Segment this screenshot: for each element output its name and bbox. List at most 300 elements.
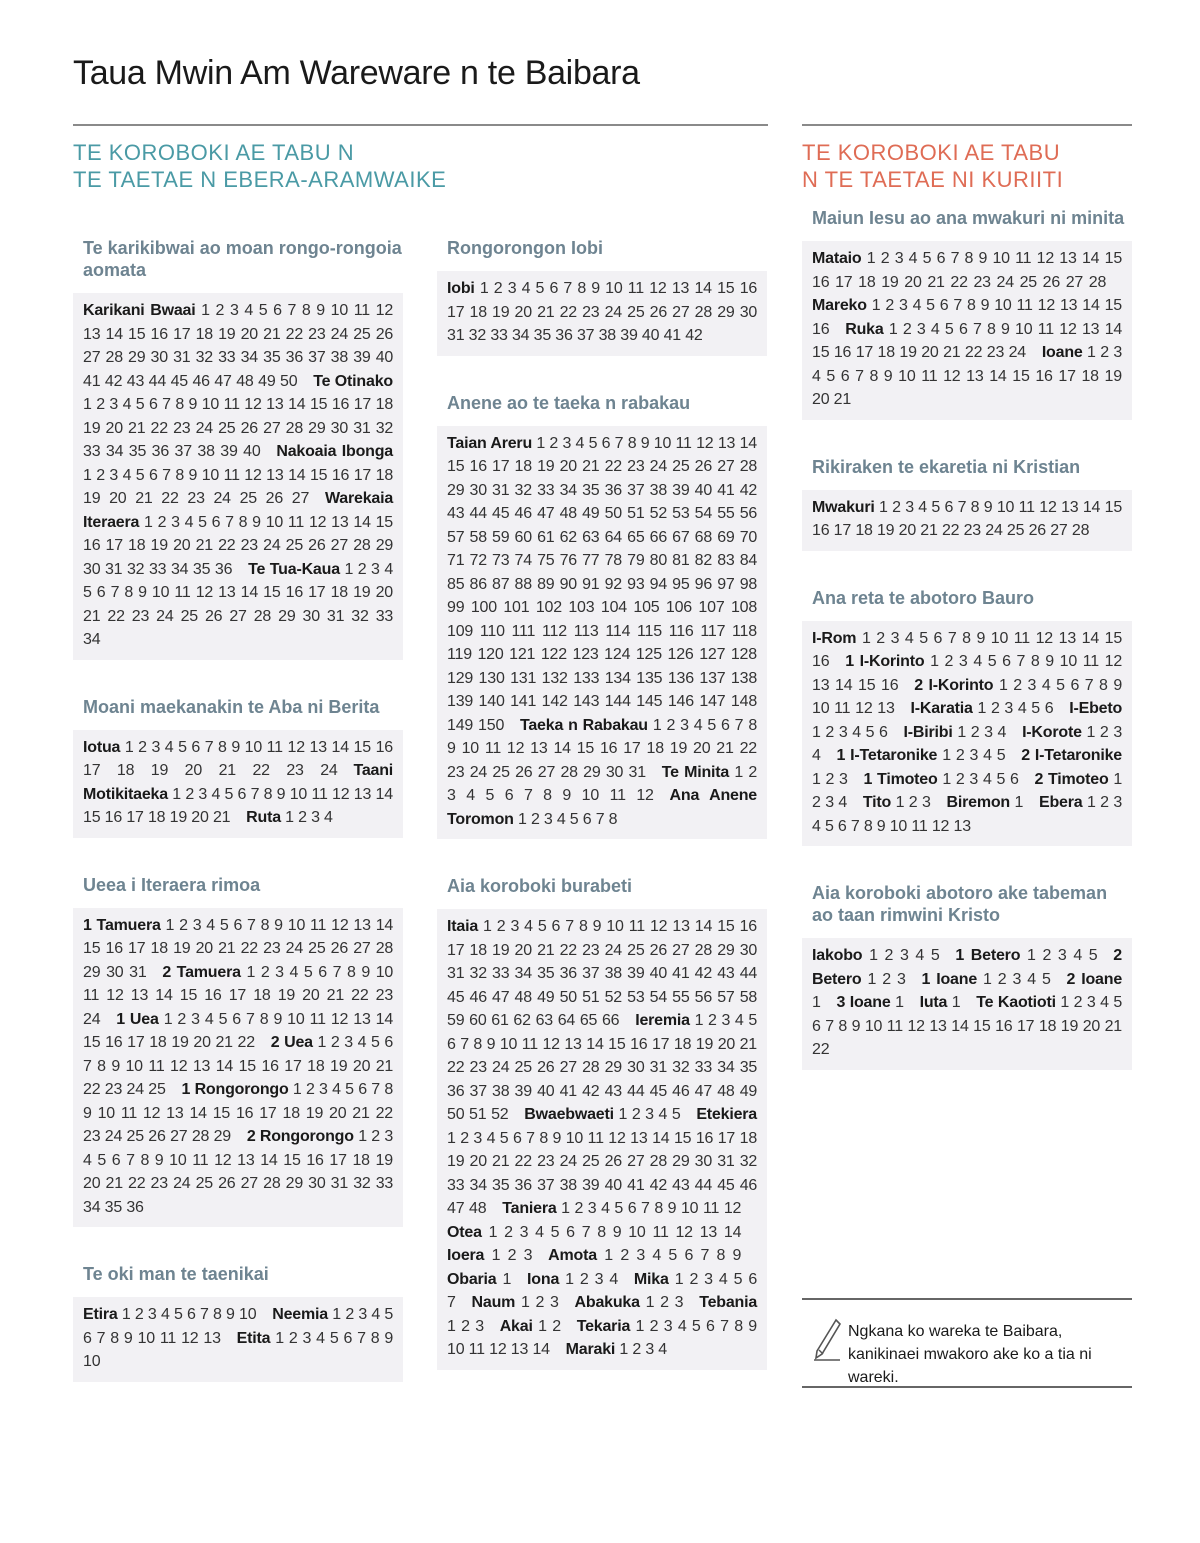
chapter-number: 6 <box>939 297 949 314</box>
chapter-number: 11 <box>468 1341 485 1358</box>
chapter-number: 28 <box>353 537 371 554</box>
chapter-number: 10 <box>244 738 263 756</box>
chapter-number: 83 <box>717 552 735 569</box>
chapter-number: 12 <box>855 700 873 717</box>
chapter-number: 17 <box>259 1104 277 1122</box>
chapter-number: 19 <box>173 940 191 957</box>
chapter-number: 5 <box>919 629 928 647</box>
chapter-number: 36 <box>285 349 304 366</box>
chapter-number: 98 <box>739 575 758 593</box>
chapter-number: 12 <box>106 987 124 1004</box>
chapter-number: 3 <box>384 1128 394 1145</box>
chapter-number: 16 <box>469 458 487 475</box>
book-name: Itaia <box>447 918 479 935</box>
chapter-number: 21 <box>492 1153 510 1170</box>
chapter-number: 1 <box>861 629 871 647</box>
chapter-number: 7 <box>850 817 860 835</box>
chapter-number: 52 <box>649 505 668 522</box>
chapter-number: 24 <box>173 1175 191 1192</box>
chapter-number: 22 <box>161 490 179 507</box>
chapter-number: 2 <box>345 1306 355 1323</box>
chapter-number: 15 <box>283 1151 301 1169</box>
chapter-number: 1 <box>488 1223 498 1241</box>
chapter-number: 17 <box>284 1057 302 1075</box>
chapter-number: 7 <box>1084 676 1094 694</box>
chapter-number: 9 <box>883 367 893 385</box>
chapter-box <box>802 490 1132 551</box>
chapter-number: 3 <box>1113 344 1123 361</box>
chapter-number: 19 <box>492 941 510 959</box>
chapter-number: 35 <box>192 560 211 578</box>
chapter-number: 2 <box>134 1306 144 1323</box>
chapter-number: 51 <box>627 505 645 522</box>
chapter-number: 130 <box>478 669 505 687</box>
chapter-number: 4 <box>1073 947 1083 964</box>
reading-section <box>73 696 403 838</box>
chapter-number: 3 <box>969 770 979 788</box>
chapter-number: 23 <box>286 762 304 779</box>
chapter-number: 30 <box>627 1059 645 1076</box>
chapter-number: 94 <box>649 575 668 593</box>
chapter-number: 12 <box>649 918 668 935</box>
chapter-number: 66 <box>601 1012 620 1029</box>
chapter-number: 12 <box>244 466 262 484</box>
chapter-number: 48 <box>469 1200 487 1217</box>
chapter-number: 64 <box>604 528 623 546</box>
chapter-number: 4 <box>812 817 821 835</box>
chapter-number: 7 <box>246 1010 255 1028</box>
chapter-number: 5 <box>345 1081 354 1098</box>
chapter-box <box>73 1297 403 1382</box>
chapter-number: 17 <box>855 344 874 361</box>
chapter-number: 20 <box>191 809 209 826</box>
chapter-number: 2 <box>970 723 980 741</box>
chapter-number: 1 <box>275 1329 284 1347</box>
chapter-number: 124 <box>604 646 631 663</box>
chapter-number: 21 <box>128 419 146 437</box>
chapter-number: 22 <box>351 987 369 1004</box>
chapter-number: 8 <box>716 1247 726 1264</box>
chapter-number: 17 <box>1058 367 1076 385</box>
chapter-number: 13 <box>630 1129 648 1147</box>
chapter-number: 15 <box>309 396 328 413</box>
chapter-number: 11 <box>159 1329 177 1347</box>
chapter-number: 15 <box>263 584 281 601</box>
chapter-number: 14 <box>189 1104 207 1122</box>
chapter-number: 103 <box>568 599 595 616</box>
chapter-number: 14 <box>1082 498 1101 516</box>
chapter-number: 15 <box>812 344 830 361</box>
chapter-number: 1 <box>561 1200 570 1217</box>
chapter-number: 61 <box>537 528 555 546</box>
chapter-number: 19 <box>881 273 899 291</box>
chapter-number: 12 <box>542 1035 560 1053</box>
chapter-number: 29 <box>83 963 101 981</box>
chapter-number: 2 <box>215 302 225 319</box>
chapter-number: 2 <box>666 716 676 734</box>
chapter-number: 17 <box>329 1151 347 1169</box>
chapter-number: 3 <box>1057 947 1067 964</box>
chapter-number: 20 <box>195 940 213 957</box>
chapter-number: 17 <box>128 940 146 957</box>
chapter-number: 36 <box>514 1176 532 1194</box>
book-name: Obaria <box>447 1270 497 1288</box>
chapter-number: 46 <box>739 1176 758 1194</box>
chapter-number: 11 <box>311 785 328 803</box>
chapter-number: 9 <box>980 297 990 314</box>
chapter-number: 24 <box>330 325 349 343</box>
chapter-number: 43 <box>126 372 145 390</box>
book-name: I-Rom <box>812 629 857 647</box>
chapter-number: 4 <box>677 1317 687 1335</box>
chapter-number: 1 <box>951 994 961 1011</box>
chapter-number: 37 <box>537 1176 555 1194</box>
chapter-number: 20 <box>302 987 320 1004</box>
chapter-number: 32 <box>353 1175 371 1192</box>
chapter-number: 23 <box>308 325 326 343</box>
chapter-number: 12 <box>931 817 950 835</box>
chapter-number: 20 <box>514 941 532 959</box>
chapter-number: 118 <box>732 622 757 640</box>
chapter-number: 4 <box>1100 994 1109 1011</box>
reading-section <box>437 875 767 1370</box>
chapter-number: 5 <box>371 1034 380 1051</box>
chapter-number: 4 <box>918 498 927 516</box>
chapter-number: 21 <box>537 303 555 321</box>
chapter-number: 1 <box>869 947 878 964</box>
chapter-number: 32 <box>375 419 394 437</box>
chapter-number: 1 <box>502 1270 512 1288</box>
chapter-number: 7 <box>595 810 605 828</box>
chapter-number: 33 <box>447 1176 465 1194</box>
chapter-number: 28 <box>253 607 272 625</box>
chapter-number: 25 <box>627 303 645 321</box>
chapter-number: 19 <box>1060 1017 1079 1035</box>
chapter-box <box>73 730 403 838</box>
chapter-number: 148 <box>730 693 758 710</box>
chapter-number: 78 <box>604 552 623 569</box>
chapter-number: 26 <box>265 490 284 507</box>
chapter-number: 19 <box>171 1034 189 1051</box>
chapter-number: 7 <box>720 1317 729 1335</box>
chapter-number: 25 <box>353 325 371 343</box>
chapter-number: 50 <box>280 372 298 390</box>
chapter-number: 33 <box>492 965 510 982</box>
chapter-number: 12 <box>1035 629 1054 647</box>
chapter-number: 2 <box>944 653 954 670</box>
chapter-number: 125 <box>635 646 662 663</box>
chapter-number: 20 <box>105 419 123 437</box>
chapter-number: 30 <box>308 1175 326 1192</box>
chapter-number: 6 <box>582 810 592 828</box>
chapter-number: 31 <box>492 481 510 499</box>
chapter-number: 17 <box>833 522 852 539</box>
chapter-number: 24 <box>156 607 174 625</box>
chapter-number: 3 <box>921 794 931 811</box>
chapter-number: 3 <box>562 434 572 452</box>
chapter-number: 23 <box>173 419 191 437</box>
book-name: 2 Uea <box>270 1034 313 1051</box>
chapter-number: 47 <box>492 988 510 1006</box>
chapter-number: 2 <box>496 918 506 935</box>
chapter-number: 6 <box>237 785 247 803</box>
chapter-number: 8 <box>654 1200 664 1217</box>
chapter-number: 9 <box>552 1129 562 1147</box>
chapter-number: 9 <box>123 1329 133 1347</box>
chapter-box <box>437 426 767 840</box>
chapter-number: 2 <box>708 1012 717 1029</box>
chapter-number: 14 <box>288 396 306 413</box>
chapter-number: 36 <box>151 443 170 460</box>
chapter-number: 50 <box>447 1106 465 1123</box>
chapter-number: 149 <box>447 716 474 734</box>
chapter-number: 21 <box>739 1035 757 1053</box>
chapter-number: 12 <box>1036 250 1055 267</box>
chapter-number: 14 <box>694 918 713 935</box>
chapter-number: 21 <box>215 1034 233 1051</box>
chapter-number: 27 <box>537 763 556 781</box>
book-name: I-Ebeto <box>1069 700 1123 717</box>
chapter-number: 2 <box>177 1010 187 1028</box>
chapter-number: 31 <box>326 607 345 625</box>
chapter-number: 12 <box>943 367 961 385</box>
chapter-number: 122 <box>540 646 567 663</box>
chapter-number: 13 <box>237 1151 255 1169</box>
chapter-number: 8 <box>110 1329 119 1347</box>
chapter-number: 26 <box>537 1059 555 1076</box>
chapter-number: 27 <box>330 537 349 554</box>
chapter-number: 2 <box>885 297 895 314</box>
chapter-number: 8 <box>213 1306 222 1323</box>
heading-line: TE KOROBOKI AE TABU N <box>73 140 355 165</box>
chapter-number: 13 <box>130 987 149 1004</box>
chapter-number: 2 <box>157 513 167 531</box>
chapter-number: 45 <box>717 1176 735 1194</box>
chapter-number: 8 <box>962 629 971 647</box>
book-name: 2 Ioane <box>1066 970 1123 988</box>
chapter-number: 127 <box>699 646 726 663</box>
chapter-number: 3 <box>899 947 909 964</box>
chapter-number: 6 <box>1002 653 1011 670</box>
chapter-number: 4 <box>693 716 703 734</box>
chapter-number: 16 <box>375 738 393 756</box>
chapter-number: 1 <box>124 738 134 756</box>
chapter-number: 1 <box>536 434 546 452</box>
chapter-number: 6 <box>233 916 243 934</box>
chapter-number: 7 <box>614 434 624 452</box>
chapter-number: 19 <box>83 490 101 507</box>
chapter-number: 37 <box>308 349 326 366</box>
chapter-number: 131 <box>510 669 537 687</box>
chapter-number: 32 <box>468 327 487 344</box>
chapter-number: 60 <box>469 1012 487 1029</box>
chapter-number: 1 <box>645 1294 655 1311</box>
chapter-number: 11 <box>911 817 928 835</box>
chapter-number: 18 <box>128 537 146 554</box>
chapter-number: 134 <box>604 669 631 687</box>
chapter-number: 93 <box>627 575 645 593</box>
chapter-number: 6 <box>958 320 968 338</box>
chapter-number: 6 <box>447 1035 456 1053</box>
chapter-number: 21 <box>212 809 231 826</box>
chapter-number: 1 <box>1027 947 1036 964</box>
chapter-number: 5 <box>1056 676 1065 694</box>
chapter-number: 19 <box>876 522 895 539</box>
chapter-number: 17 <box>353 396 372 413</box>
chapter-number: 13 <box>717 434 736 452</box>
chapter-number: 10 <box>375 963 394 981</box>
chapter-number: 24 <box>985 522 1003 539</box>
chapter-number: 26 <box>649 941 668 959</box>
book-name: 3 Ioane <box>836 994 891 1011</box>
chapter-number: 28 <box>649 1153 668 1170</box>
chapter-number: 10 <box>447 1341 465 1358</box>
chapter-number: 76 <box>559 552 577 569</box>
chapter-number: 40 <box>604 1176 623 1194</box>
chapter-number: 11 <box>223 466 240 484</box>
chapter-number: 29 <box>128 349 146 366</box>
chapter-number: 11 <box>148 1057 165 1075</box>
chapter-number: 7 <box>526 1129 535 1147</box>
section-title: Rikiraken te ekaretia ni Kristian <box>812 456 1081 477</box>
chapter-number: 2 <box>812 794 821 811</box>
chapter-number: 9 <box>1000 320 1010 338</box>
chapter-number: 1 <box>172 785 181 803</box>
chapter-number: 141 <box>510 693 537 710</box>
section-title: Anene ao te taeka n rabakau <box>447 392 691 413</box>
chapter-number: 27 <box>170 1128 188 1145</box>
book-name: Iona <box>527 1270 560 1288</box>
chapter-number: 33 <box>218 349 236 366</box>
chapter-number: 10 <box>1015 320 1033 338</box>
chapter-number: 146 <box>667 693 694 710</box>
chapter-number: 1 <box>930 653 939 670</box>
chapter-number: 1 <box>538 1317 547 1335</box>
book-name: Biremon <box>946 794 1010 811</box>
chapter-number: 9 <box>1113 676 1123 694</box>
chapter-number: 3 <box>894 250 904 267</box>
chapter-number: 39 <box>582 1176 600 1194</box>
chapter-number: 16 <box>261 1057 279 1075</box>
chapter-number: 16 <box>739 280 758 297</box>
chapter-number: 41 <box>663 327 681 344</box>
chapter-number: 58 <box>469 528 487 546</box>
chapter-number: 3 <box>969 747 979 764</box>
chapter-number: 19 <box>1104 367 1122 385</box>
chapter-number: 1 <box>888 320 898 338</box>
chapter-number: 22 <box>604 458 623 475</box>
chapter-number: 96 <box>694 575 713 593</box>
chapter-number: 3 <box>645 1106 654 1123</box>
chapter-number: 9 <box>732 1247 742 1264</box>
chapter-number: 26 <box>604 1153 623 1170</box>
chapter-number: 48 <box>514 988 532 1006</box>
book-name: Te Minita <box>661 763 730 781</box>
chapter-number: 22 <box>237 1034 255 1051</box>
book-name: I-Korote <box>1022 723 1082 741</box>
chapter-number: 8 <box>986 320 996 338</box>
book-name: Taniera <box>502 1200 557 1217</box>
chapter-number: 7 <box>287 302 297 319</box>
chapter-number: 54 <box>649 988 668 1006</box>
chapter-number: 16 <box>812 522 830 539</box>
chapter-number: 20 <box>469 1153 487 1170</box>
chapter-number: 28 <box>560 763 578 781</box>
chapter-number: 5 <box>826 367 836 385</box>
chapter-number: 27 <box>83 349 101 366</box>
chapter-number: 7 <box>225 513 234 531</box>
chapter-number: 20 <box>109 490 127 507</box>
book-name: Ana Anene Toromon <box>447 787 758 828</box>
chapter-number: 53 <box>627 988 645 1006</box>
chapter-number: 10 <box>499 1035 518 1053</box>
chapter-number: 68 <box>694 528 713 546</box>
chapter-number: 11 <box>120 1104 138 1122</box>
book-name: Mwakuri <box>812 498 875 516</box>
chapter-number: 8 <box>543 787 552 804</box>
chapter-number: 6 <box>936 250 946 267</box>
chapter-number: 22 <box>941 522 960 539</box>
chapter-number: 12 <box>142 1104 161 1122</box>
chapter-number: 4 <box>575 434 585 452</box>
chapter-number: 44 <box>694 1176 713 1194</box>
chapter-number: 11 <box>521 1035 538 1053</box>
chapter-number: 26 <box>218 1175 236 1192</box>
chapter-number: 27 <box>1050 522 1068 539</box>
chapter-number: 4 <box>1041 676 1051 694</box>
chapter-number: 42 <box>739 481 758 499</box>
chapter-number: 27 <box>353 940 371 957</box>
book-name: Tekaria <box>576 1317 631 1335</box>
chapter-number: 43 <box>672 1176 690 1194</box>
chapter-number: 5 <box>996 770 1006 788</box>
chapter-number: 1 <box>165 916 175 934</box>
chapter-number: 2 <box>649 1317 659 1335</box>
chapter-number: 19 <box>83 419 101 437</box>
chapter-number: 14 <box>375 916 394 934</box>
chapter-number: 13 <box>353 1010 371 1028</box>
chapter-number: 9 <box>447 740 456 757</box>
chapter-number: 14 <box>155 987 173 1004</box>
book-name: 1 I-Korinto <box>845 653 925 670</box>
chapter-number: 16 <box>881 676 899 694</box>
chapter-number: 33 <box>148 560 167 578</box>
chapter-number: 18 <box>877 344 895 361</box>
heading-line: TE KOROBOKI AE TABU <box>802 140 1061 165</box>
chapter-number: 22 <box>964 344 983 361</box>
chapter-number: 16 <box>739 918 758 935</box>
chapter-number: 2 <box>880 250 890 267</box>
chapter-number: 62 <box>559 528 577 546</box>
chapter-number: 4 <box>601 1200 610 1217</box>
chapter-number: 72 <box>469 552 487 569</box>
chapter-number: 21 <box>375 1057 394 1075</box>
chapter-number: 34 <box>83 631 101 648</box>
chapter-number: 4 <box>184 513 194 531</box>
chapter-number: 6 <box>148 396 158 413</box>
chapter-number: 21 <box>582 458 600 475</box>
chapter-number: 37 <box>174 443 192 460</box>
chapter-number: 2 <box>493 280 503 297</box>
chapter-number: 11 <box>675 434 692 452</box>
chapter-number: 51 <box>469 1106 487 1123</box>
chapter-number: 12 <box>636 787 654 804</box>
chapter-number: 16 <box>695 1129 714 1147</box>
chapter-number: 62 <box>513 1012 531 1029</box>
chapter-number: 5 <box>569 810 579 828</box>
chapter-number: 5 <box>537 918 547 935</box>
old-testament-column-1 <box>73 237 403 1418</box>
